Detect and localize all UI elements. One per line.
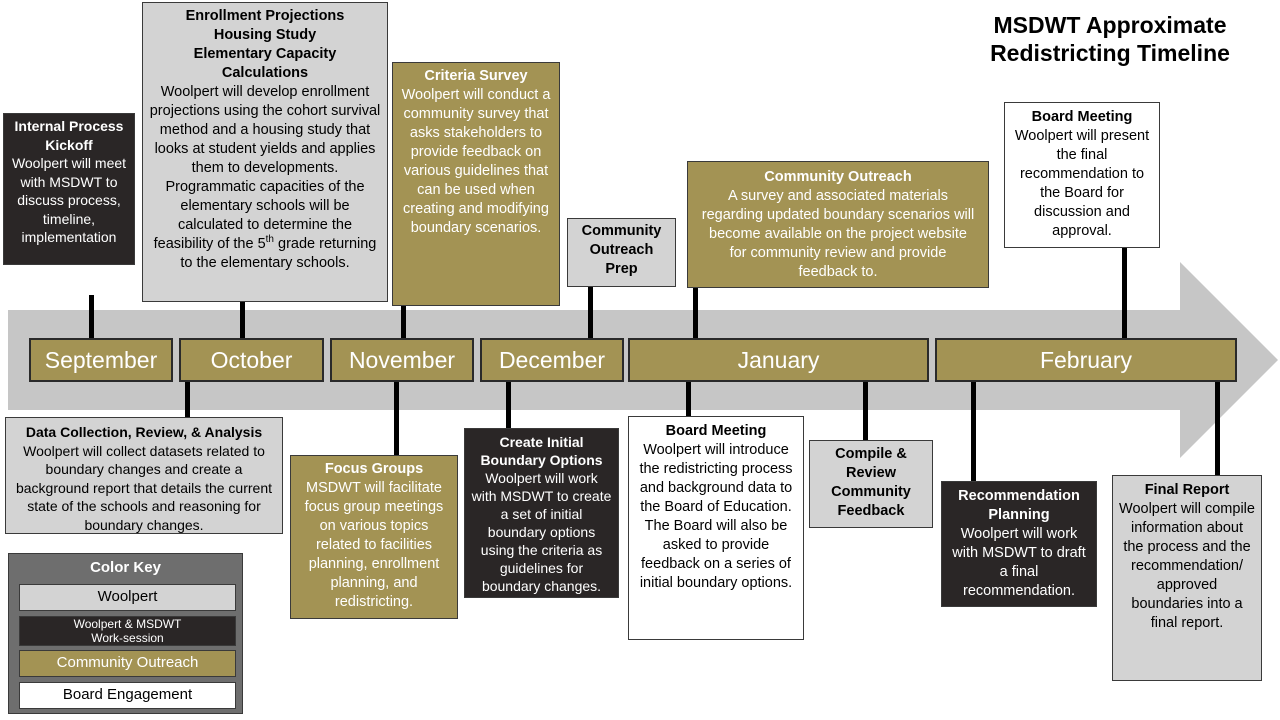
connector-criteria: [401, 304, 406, 340]
page-title: MSDWT Approximate Redistricting Timeline: [990, 12, 1230, 66]
month-september: September: [29, 338, 173, 382]
color-key-worksession: Woolpert & MSDWT Work-session: [19, 616, 236, 646]
connector-compile: [863, 380, 868, 442]
recommendation-planning-text: Woolpert will work with MSDWT to draft a final recommendation.: [952, 526, 1086, 599]
month-november: November: [330, 338, 474, 382]
color-key-title: Color Key: [90, 559, 161, 576]
board-meeting-final-box: [1004, 102, 1160, 248]
month-february: February: [935, 338, 1237, 382]
connector-kickoff: [89, 295, 94, 340]
focus-groups-box: [290, 455, 458, 619]
focus-groups-text: MSDWT will facilitate focus group meetings on various topics related to facilities planning, enrollment planning, and redistricting.: [304, 480, 444, 610]
board-meeting-final-title: Board Meeting: [1031, 109, 1133, 125]
enrollment-text-after: grade returning to the elementary schools.: [180, 236, 377, 271]
color-key-board-engagement: Board Engagement: [19, 682, 236, 709]
initial-options-text: Woolpert will work with MSDWT to create a set of initial boundary options using the criteria as guidelines for boundary changes.: [471, 470, 612, 594]
data-collection-text: Woolpert will collect datasets related to boundary changes and create a background report that details the current state of the schools and reasoning for boundary changes.: [15, 442, 273, 533]
outreach-prep-box: [567, 218, 676, 287]
connector-community-outreach: [693, 287, 698, 340]
final-report-title: Final Report: [1144, 482, 1230, 498]
connector-initial-options: [506, 380, 511, 429]
focus-groups-title: Focus Groups: [324, 461, 424, 477]
initial-options-title: Create Initial Boundary Options: [480, 434, 603, 468]
month-october: October: [179, 338, 324, 382]
compile-review-title: Compile & Review Community Feedback: [831, 446, 911, 519]
criteria-survey-box: [392, 62, 560, 306]
connector-outreach-prep: [588, 285, 593, 340]
connector-board-intro: [686, 380, 691, 418]
board-meeting-intro-text: Woolpert will introduce the redistricting process and background data to the Board of Education. The Board will also be asked to provide feedback on a series of initial boundary options.: [639, 442, 793, 591]
kickoff-text: Woolpert will meet with MSDWT to discuss process, timeline, implementation: [11, 155, 127, 245]
kickoff-box: [3, 113, 135, 265]
enrollment-superscript: th: [265, 234, 274, 246]
color-key-woolpert: Woolpert: [19, 584, 236, 611]
criteria-survey-text: Woolpert will conduct a community survey that asks stakeholders to provide feedback on various guidelines that can be used when creating and modifying boundary scenarios.: [401, 87, 551, 236]
recommendation-planning-title: Recommendation Planning: [958, 488, 1080, 523]
color-key-community-outreach: Community Outreach: [19, 650, 236, 677]
connector-recommendation: [971, 380, 976, 483]
community-outreach-box: [687, 161, 989, 288]
enrollment-title: Enrollment Projections Housing Study Elementary Capacity Calculations: [185, 8, 345, 81]
board-meeting-intro-box: [628, 416, 804, 640]
outreach-prep-title: Community Outreach Prep: [581, 223, 662, 277]
enrollment-text-before: Woolpert will develop enrollment projections using the cohort survival method and a housing study that looks at student yields and applies them to developments. Programmatic capacities of the elementary schools will be calculated to determine the feasibility of the 5: [149, 84, 381, 252]
community-outreach-text: A survey and associated materials regarding updated boundary scenarios will become available on the project website for community review and provide feedback to.: [701, 188, 975, 280]
month-december: December: [480, 338, 624, 382]
month-january: January: [628, 338, 929, 382]
data-collection-title: Data Collection, Review, & Analysis: [25, 424, 263, 440]
color-key: [8, 553, 243, 714]
connector-data-collection: [185, 380, 190, 418]
enrollment-box: [142, 2, 388, 302]
kickoff-title: Internal Process Kickoff: [14, 118, 124, 153]
final-report-text: Woolpert will compile information about the process and the recommendation/ approved boundaries into a final report.: [1119, 501, 1255, 631]
criteria-survey-title: Criteria Survey: [424, 68, 528, 84]
enrollment-text: [149, 83, 381, 273]
compile-review-box: [809, 440, 933, 528]
connector-board-final: [1122, 246, 1127, 340]
connector-enrollment: [240, 300, 245, 340]
connector-focus-groups: [394, 380, 399, 456]
recommendation-planning-box: [941, 481, 1097, 607]
community-outreach-title: Community Outreach: [764, 169, 912, 185]
board-meeting-intro-title: Board Meeting: [665, 423, 767, 439]
connector-final-report: [1215, 380, 1220, 476]
final-report-box: [1112, 475, 1262, 681]
board-meeting-final-text: Woolpert will present the final recommendation to the Board for discussion and approval.: [1014, 128, 1150, 239]
data-collection-box: [5, 417, 283, 534]
initial-options-box: [464, 428, 619, 598]
